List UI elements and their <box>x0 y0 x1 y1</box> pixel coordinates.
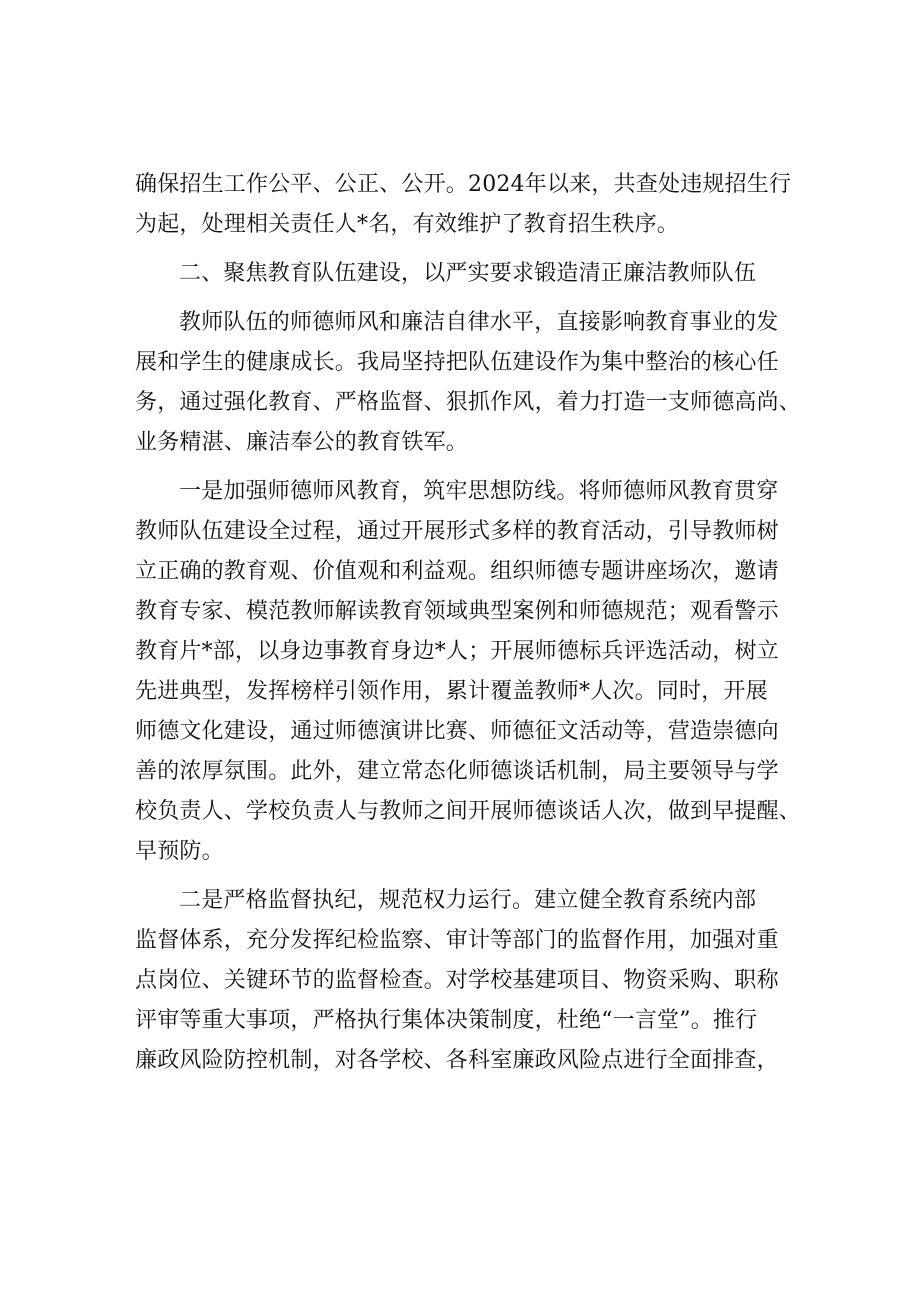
text-line: 教师队伍的师德师风和廉洁自律水平，直接影响教育事业的发 <box>179 310 779 335</box>
text-line: 一是加强师德师风教育，筑牢思想防线。将师德师风教育贯穿 <box>179 479 779 504</box>
text-line: 校负责人、学校负责人与教师之间开展师德谈话人次，做到早提醒、 <box>135 799 802 824</box>
text-line: 善的浓厚氛围。此外，建立常态化师德谈话机制，局主要领导与学 <box>135 759 779 784</box>
text-line: 教师队伍建设全过程，通过开展形式多样的教育活动，引导教师树 <box>135 519 779 544</box>
text-line: 监督体系，充分发挥纪检监察、审计等部门的监督作用，加强对重 <box>135 928 779 953</box>
text-line: 立正确的教育观、价值观和利益观。组织师德专题讲座场次，邀请 <box>135 559 779 584</box>
text-line: 廉政风险防控机制，对各学校、各科室廉政风险点进行全面排查， <box>135 1048 779 1073</box>
text-line: 确保招生工作公平、公正、公开。2024年以来，共查处违规招生行 <box>135 172 792 197</box>
text-line: 点岗位、关键环节的监督检查。对学校基建项目、物资采购、职称 <box>135 968 779 993</box>
text-line: 为起，处理相关责任人*名，有效维护了教育招生秩序。 <box>135 212 680 237</box>
text-line: 业务精湛、廉洁奉公的教育铁军。 <box>135 430 469 455</box>
text-line: 师德文化建设，通过师德演讲比赛、师德征文活动等，营造崇德向 <box>135 719 779 744</box>
text-line: 评审等重大事项，严格执行集体决策制度，杜绝“一言堂”。推行 <box>135 1008 758 1033</box>
text-line: 教育专家、模范教师解读教育领域典型案例和师德规范；观看警示 <box>135 599 779 624</box>
text-line: 展和学生的健康成长。我局坚持把队伍建设作为集中整治的核心任 <box>135 350 779 375</box>
document-body <box>135 165 802 1081</box>
text-line: 二是严格监督执纪，规范权力运行。建立健全教育系统内部 <box>179 888 757 913</box>
text-line: 先进典型，发挥榜样引领作用，累计覆盖教师*人次。同时，开展 <box>135 679 768 704</box>
text-line: 早预防。 <box>135 839 224 864</box>
text-line: 务，通过强化教育、严格监督、狠抓作风，着力打造一支师德高尚、 <box>135 390 802 415</box>
section-heading: 二、聚焦教育队伍建设，以严实要求锻造清正廉洁教师队伍 <box>179 261 757 286</box>
text-line: 教育片*部，以身边事教育身边*人；开展师德标兵评选活动，树立 <box>135 639 780 664</box>
